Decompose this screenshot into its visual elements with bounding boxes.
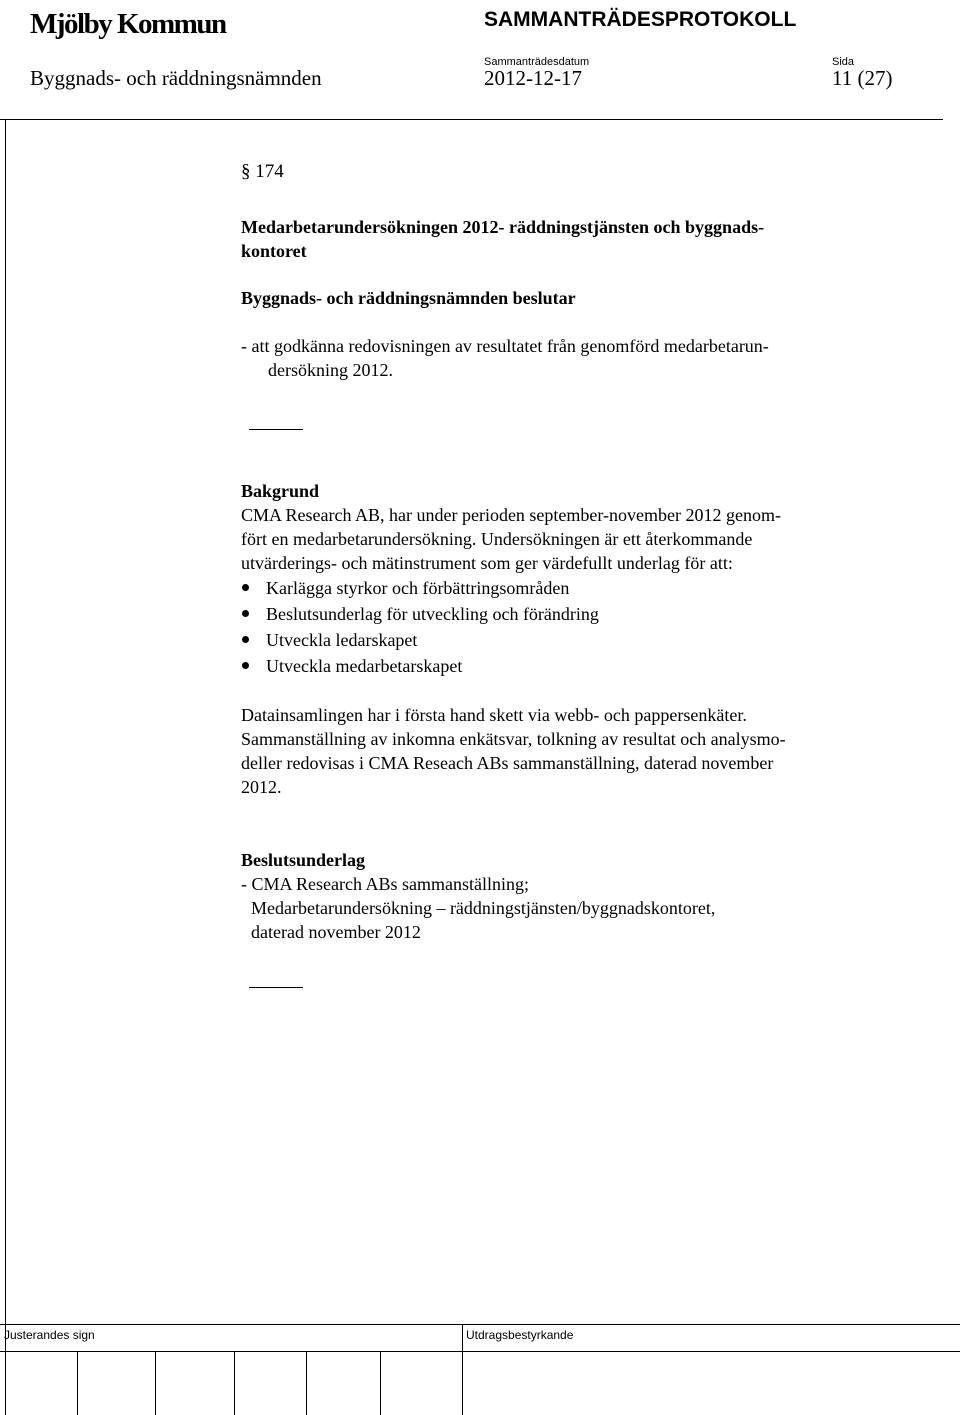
page-label: Sida [832, 56, 855, 68]
footer-top-line [0, 1324, 960, 1325]
header-divider [0, 119, 943, 120]
section-number: § 174 [241, 161, 284, 182]
meeting-date: 2012-12-17 [484, 66, 582, 90]
bullet-item: Karlägga styrkor och förbättringsområden [266, 578, 570, 598]
footer-cell-divider [380, 1351, 381, 1415]
decision-line-2: dersökning 2012. [268, 360, 393, 380]
separator-rule [249, 429, 303, 430]
bullet-item: Beslutsunderlag för utveckling och förändring [266, 604, 599, 624]
basis-heading: Beslutsunderlag [241, 850, 366, 870]
decision-heading: Byggnads- och räddningsnämnden beslutar [241, 288, 576, 308]
separator-rule [249, 987, 303, 988]
bullet-item: Utveckla ledarskapet [266, 630, 418, 650]
footer-cell-divider [155, 1351, 156, 1415]
bullet-icon [242, 610, 249, 617]
page-number: 11 (27) [832, 66, 893, 90]
committee-name: Byggnads- och räddningsnämnden [30, 66, 322, 90]
bullet-icon [242, 662, 249, 669]
decision-line-1: - att godkänna redovisningen av resultatet från genomförd medarbetarun- [241, 336, 769, 356]
data-paragraph-line-4: 2012. [241, 777, 282, 797]
footer-cell-divider [77, 1351, 78, 1415]
certify-label: Utdragsbestyrkande [466, 1328, 574, 1342]
data-paragraph-line-2: Sammanställning av inkomna enkätsvar, tolkning av resultat och analysmo- [241, 729, 786, 749]
left-margin-line [5, 119, 6, 1415]
background-line-2: fört en medarbetarundersökning. Undersökningen är ett återkommande [241, 529, 753, 549]
footer-cell-divider [306, 1351, 307, 1415]
data-paragraph-line-1: Datainsamlingen har i första hand skett via webb- och pappersenkäter. [241, 705, 747, 725]
basis-line-1: - CMA Research ABs sammanställning; [241, 874, 529, 894]
section-title-line-2: kontoret [241, 241, 307, 261]
sign-label: Justerandes sign [4, 1328, 95, 1342]
bullet-icon [242, 584, 249, 591]
background-heading: Bakgrund [241, 481, 320, 501]
basis-line-2: Medarbetarundersökning – räddningstjänsten/byggnadskontoret, [251, 898, 716, 918]
footer-cell-divider [234, 1351, 235, 1415]
municipality-name: Mjölby Kommun [30, 8, 226, 40]
bullet-icon [242, 636, 249, 643]
basis-line-3: daterad november 2012 [251, 922, 421, 942]
protocol-title: SAMMANTRÄDESPROTOKOLL [484, 8, 797, 31]
background-line-1: CMA Research AB, har under perioden september-november 2012 genom- [241, 505, 781, 525]
section-title-line-1: Medarbetarundersökningen 2012- räddningstjänsten och byggnads- [241, 217, 765, 237]
date-label: Sammanträdesdatum [484, 56, 590, 68]
bullet-item: Utveckla medarbetarskapet [266, 656, 463, 676]
footer-label-line [0, 1351, 960, 1352]
background-line-3: utvärderings- och mätinstrument som ger värdefullt underlag för att: [241, 553, 733, 573]
data-paragraph-line-3: deller redovisas i CMA Reseach ABs sammanställning, daterad november [241, 753, 774, 773]
footer-section-divider [462, 1324, 463, 1415]
